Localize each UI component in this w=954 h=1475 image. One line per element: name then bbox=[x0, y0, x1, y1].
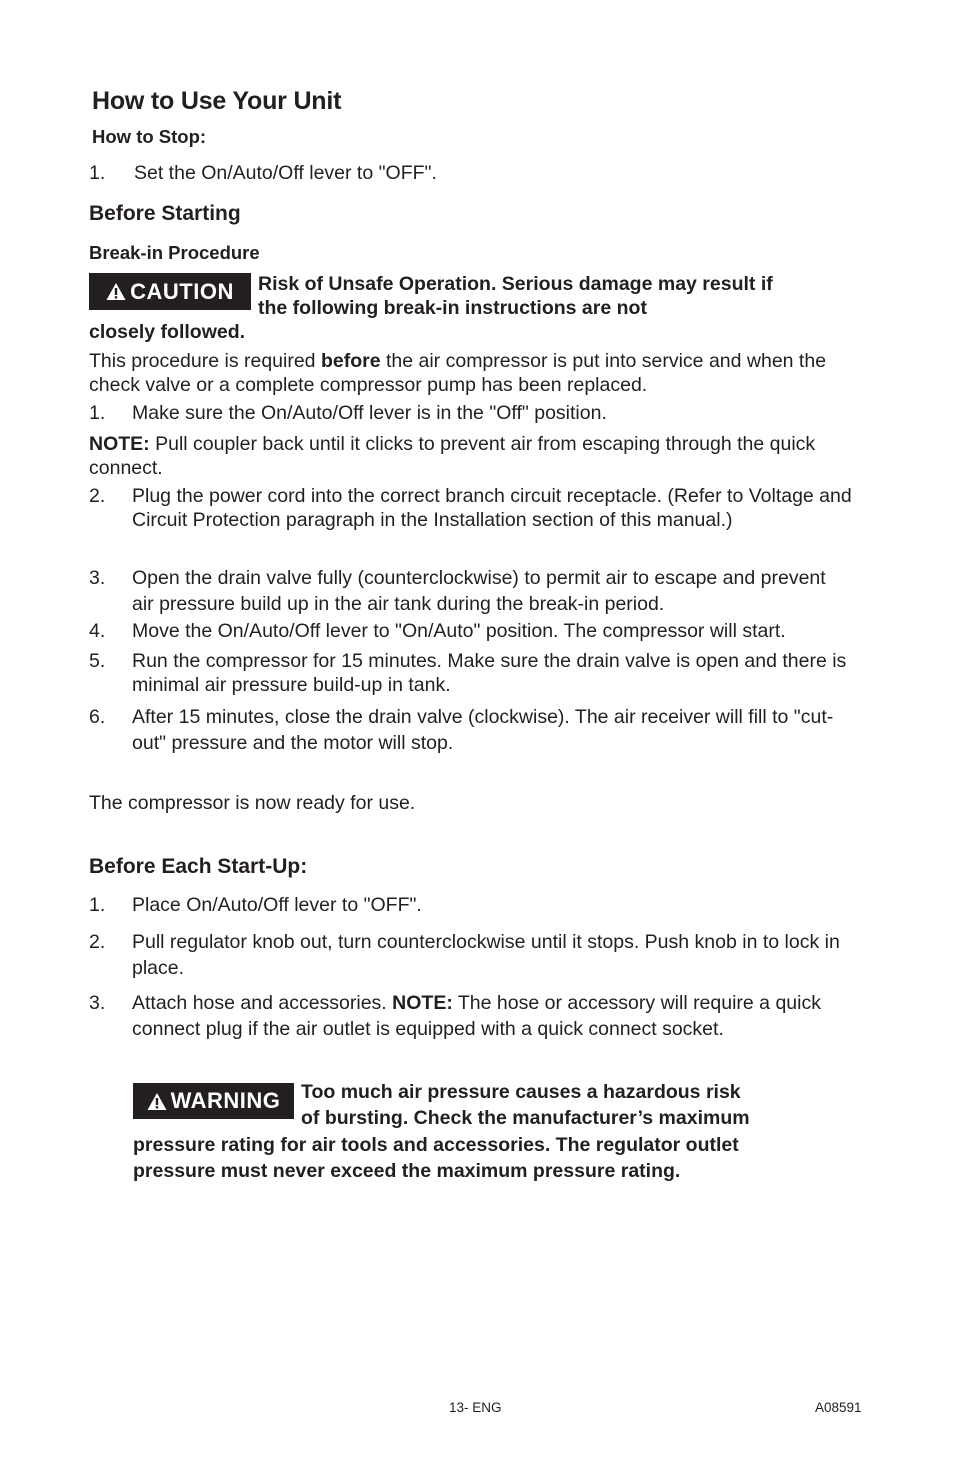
break-in-procedure-heading: Break-in Procedure bbox=[89, 242, 260, 263]
caution-text-line-3: closely followed. bbox=[89, 321, 246, 343]
warning-triangle-icon bbox=[106, 282, 126, 301]
how-to-stop-heading: How to Stop: bbox=[92, 126, 207, 147]
warning-badge bbox=[133, 1083, 294, 1119]
warning-triangle-icon bbox=[147, 1092, 167, 1111]
warning-text-line-4: pressure must never exceed the maximum pressure rating. bbox=[133, 1160, 681, 1182]
step-text: Set the On/Auto/Off lever to "OFF". bbox=[134, 162, 437, 184]
document-code: A08591 bbox=[815, 1400, 862, 1415]
step-number: 1. bbox=[89, 162, 106, 184]
startup-step-1: 1. Place On/Auto/Off lever to "OFF". bbox=[89, 894, 422, 916]
page-number: 13- ENG bbox=[449, 1400, 502, 1415]
caution-badge bbox=[89, 273, 251, 310]
break-in-intro: This procedure is required before the air compressor is put into service and when the check valve or a complete compressor pump has been replaced. bbox=[89, 350, 827, 396]
caution-text-line-2: the following break-in instructions are not bbox=[258, 297, 647, 319]
break-in-step-5: 5. Run the compressor for 15 minutes. Make sure the drain valve is open and there is minimal air pressure build-up in tank. bbox=[89, 650, 847, 696]
warning-text-line-1: Too much air pressure causes a hazardous risk bbox=[301, 1081, 741, 1103]
warning-label: WARNING bbox=[170, 1088, 281, 1113]
startup-step-3: 3. Attach hose and accessories. NOTE: The hose or accessory will require a quick connect plug if the air outlet is equipped with a quick connect socket. bbox=[89, 992, 821, 1040]
startup-step-2: 2. Pull regulator knob out, turn counterclockwise until it stops. Push knob in to lock in place. bbox=[89, 931, 840, 979]
intro-emphasis: before bbox=[320, 350, 381, 372]
break-in-note: NOTE: Pull coupler back until it clicks to prevent air from escaping through the quick connect. bbox=[89, 433, 816, 479]
before-starting-heading: Before Starting bbox=[89, 202, 241, 225]
break-in-step-6: 6. After 15 minutes, close the drain valve (clockwise). The air receiver will fill to "cut-out" pressure and the motor will stop. bbox=[89, 706, 834, 754]
break-in-step-1: 1. Make sure the On/Auto/Off lever is in the "Off" position. bbox=[89, 402, 607, 424]
before-each-startup-heading: Before Each Start-Up: bbox=[89, 855, 308, 878]
caution-label: CAUTION bbox=[130, 278, 234, 304]
break-in-step-2: 2. Plug the power cord into the correct branch circuit receptacle. (Refer to Voltage and Circuit Protection paragraph in the Installation section of this manual.) bbox=[89, 485, 852, 531]
how-to-stop-step bbox=[89, 161, 879, 186]
note-label: NOTE: bbox=[89, 433, 150, 455]
page-title: How to Use Your Unit bbox=[92, 87, 342, 115]
break-in-step-4: 4. Move the On/Auto/Off lever to "On/Auto" position. The compressor will start. bbox=[89, 620, 786, 642]
caution-text-line-1: Risk of Unsafe Operation. Serious damage may result if bbox=[258, 273, 773, 295]
warning-text-line-3: pressure rating for air tools and accessories. The regulator outlet bbox=[133, 1134, 739, 1156]
note-label: NOTE: bbox=[392, 992, 453, 1014]
break-in-step-3: 3. Open the drain valve fully (counterclockwise) to permit air to escape and prevent air pressure build up in the air tank during the break-in period. bbox=[89, 567, 826, 615]
warning-text-line-2: of bursting. Check the manufacturer’s maximum bbox=[301, 1107, 750, 1129]
ready-text: The compressor is now ready for use. bbox=[89, 792, 416, 814]
